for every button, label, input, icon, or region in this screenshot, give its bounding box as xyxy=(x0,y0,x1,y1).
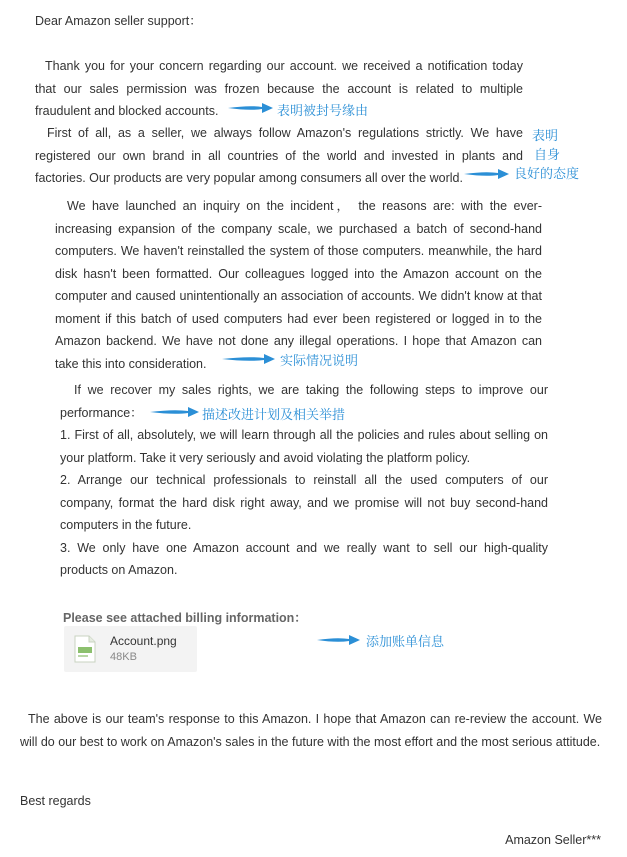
attachment-card[interactable] xyxy=(64,626,197,672)
step-item: 1. First of all, absolutely, we will learn through all the policies and rules about selling on your platform. Take it very seriously and avoid violating the platform policy. xyxy=(60,428,548,465)
letter-salutation: Dear Amazon seller support： xyxy=(35,14,202,28)
step-item: 2. Arrange our technical professionals to reinstall all the used computers of our company, format the hard disk right away, and we promise will not buy second-hand computers in the future. xyxy=(60,473,548,532)
improvement-steps xyxy=(60,424,548,582)
paragraph-steps-intro: If we recover my sales rights, we are taking the following steps to improve our performance： xyxy=(60,383,548,420)
paragraph-brand: First of all, as a seller, we always follow Amazon's regulations strictly. We have registered our own brand in all countries of the world and invested in plants and factories. Our products are very popular among consumers all over the world. xyxy=(35,126,523,185)
annotation-note-2a: 表明 xyxy=(532,128,559,143)
signature: Amazon Seller*** xyxy=(505,833,601,847)
step-item: 3. We only have one Amazon account and we really want to sell our high-quality products on Amazon. xyxy=(60,540,548,577)
arrow-right-icon xyxy=(220,353,276,365)
arrow-right-icon xyxy=(226,102,274,114)
annotation-note-2c: 良好的态度 xyxy=(514,166,580,181)
image-file-icon xyxy=(74,635,96,663)
annotation-note-2b: 自身 xyxy=(534,147,561,162)
annotation-note-4: 描述改进计划及相关举措 xyxy=(202,407,346,422)
annotation-note-3: 实际情况说明 xyxy=(280,353,359,368)
closing-regards: Best regards xyxy=(20,794,91,808)
attachment-file-size: 48KB xyxy=(110,651,137,663)
paragraph-closing: The above is our team's response to this Amazon. I hope that Amazon can re-review the account. We will do our best to work on Amazon's sales in the future with the most effort and the most serious attitude. xyxy=(20,712,602,749)
attachment-file-name: Account.png xyxy=(110,634,177,648)
paragraph-inquiry: We have launched an inquiry on the incident， the reasons are: with the ever-increasing expansion of the company scale, we purchased a batch of second-hand computers. We haven't reinstalled the system of those computers. meanwhile, the hard disk hasn't been formatted. Our colleagues logged into the Amazon account on the computer and caused unintentionally an association of accounts. We didn't know at that moment if this batch of used computers had ever been registered or logged in to the Amazon backend. We have not done any illegal operations. I hope that Amazon can take this into consideration. xyxy=(55,199,542,371)
arrow-right-icon xyxy=(315,634,361,646)
annotation-note-1: 表明被封号缘由 xyxy=(277,103,369,118)
annotation-note-5: 添加账单信息 xyxy=(366,634,445,649)
arrow-right-icon xyxy=(148,406,200,418)
paragraph-notification: Thank you for your concern regarding our account. we received a notification today that our sales permission was frozen because the account is related to multiple fraudulent and blocked accounts. xyxy=(35,59,523,118)
attachment-label: Please see attached billing information： xyxy=(63,611,307,625)
arrow-right-icon xyxy=(462,168,510,180)
